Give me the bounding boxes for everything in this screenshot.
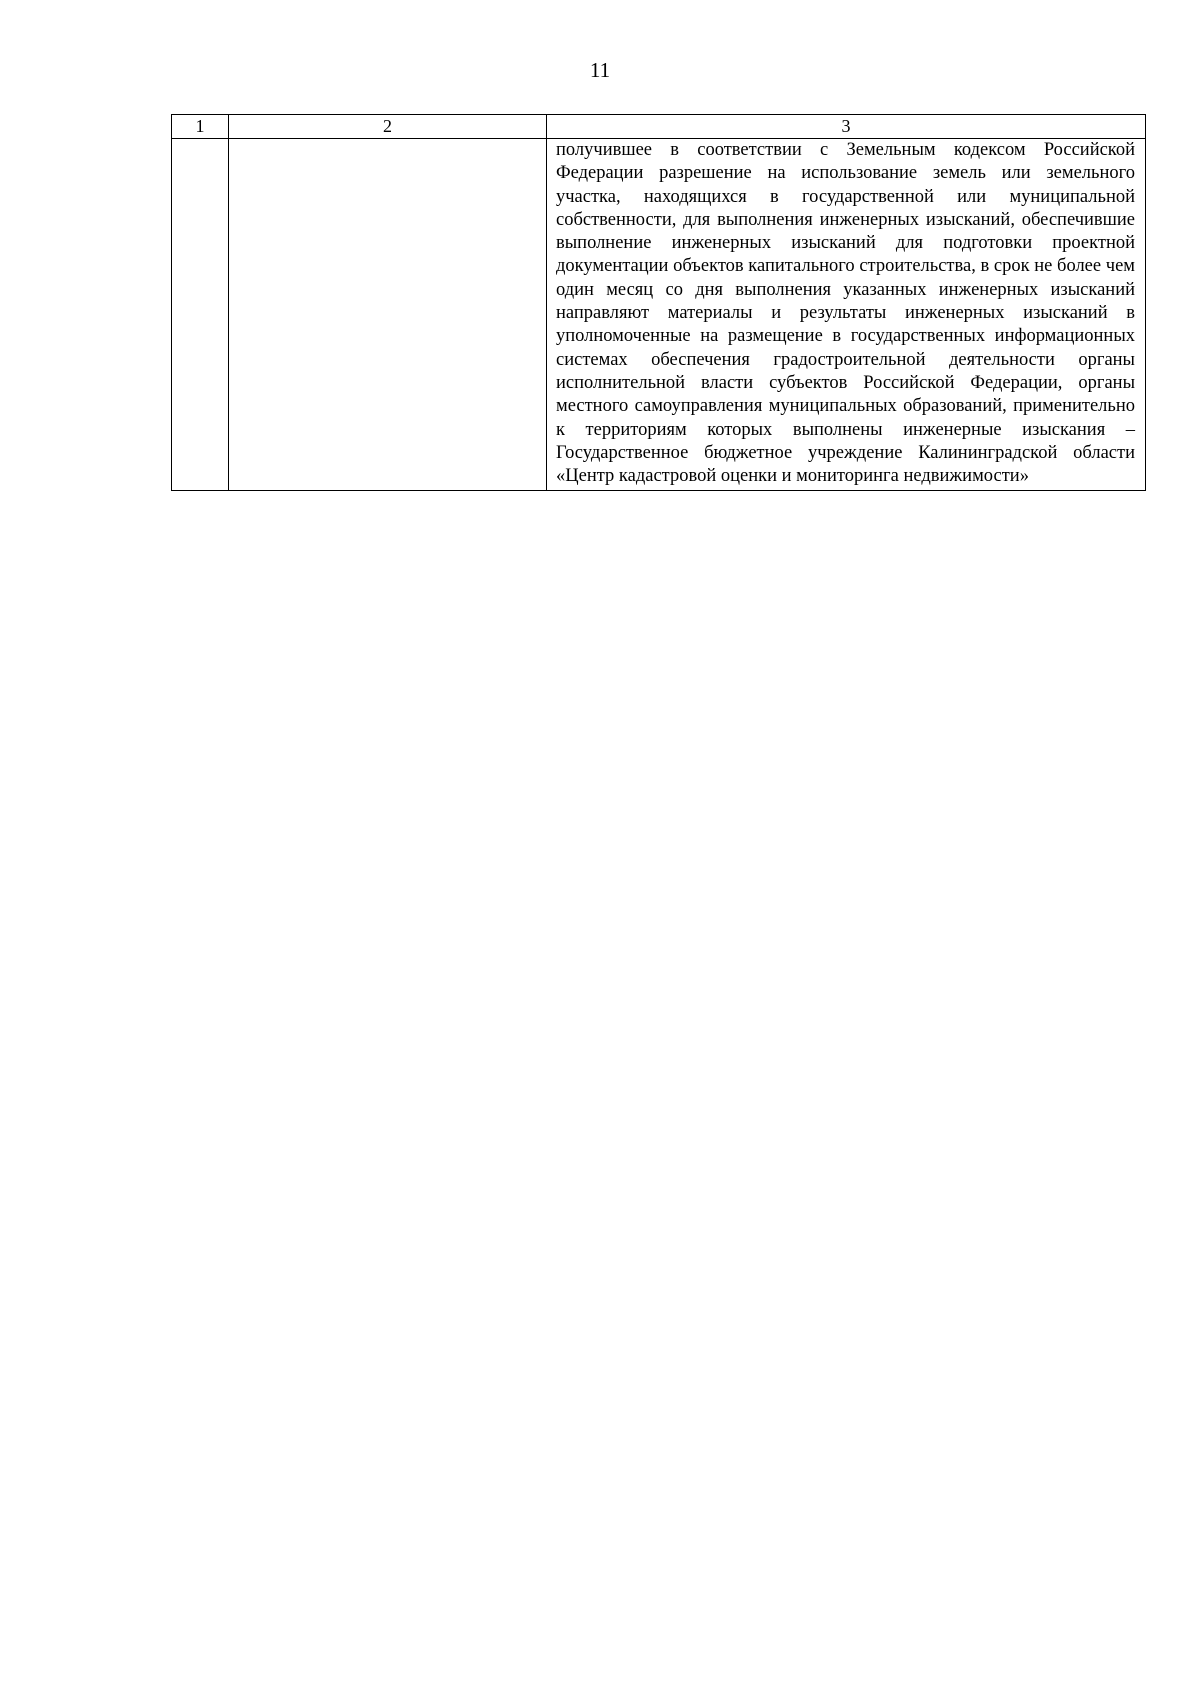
table-header-row — [172, 115, 1146, 139]
document-table — [171, 114, 1146, 491]
cell-paragraph: получившее в соответствии с Земельным кодексом Российской Федерации разрешение на использование земель или земельного участка, находящихся в государственной или муниципальной собственности, для выполнения инженерных изысканий, обеспечившие выполнение инженерных изысканий для подготовки проектной документации объектов капитального строительства, в срок не более чем один месяц со дня выполнения указанных инженерных изысканий направляют материалы и результаты инженерных изысканий в уполномоченные на размещение в государственных информационных системах обеспечения градостроительной деятельности органы исполнительной власти субъектов Российской Федерации, органы местного самоуправления муниципальных образований, применительно к территориям которых выполнены инженерные изыскания – Государственное бюджетное учреждение Калининградской области «Центр кадастровой оценки и мониторинга недвижимости» — [556, 140, 1135, 487]
table-cell-col3 — [547, 139, 1146, 491]
column-header-2: 2 — [229, 115, 547, 139]
table-cell-col2 — [229, 139, 547, 491]
table-cell-col1 — [172, 139, 229, 491]
column-header-3: 3 — [547, 115, 1146, 139]
table-body — [172, 139, 1146, 491]
table-row — [172, 139, 1146, 491]
table-header — [172, 115, 1146, 139]
column-header-1: 1 — [172, 115, 229, 139]
page-number: 11 — [589, 58, 611, 82]
